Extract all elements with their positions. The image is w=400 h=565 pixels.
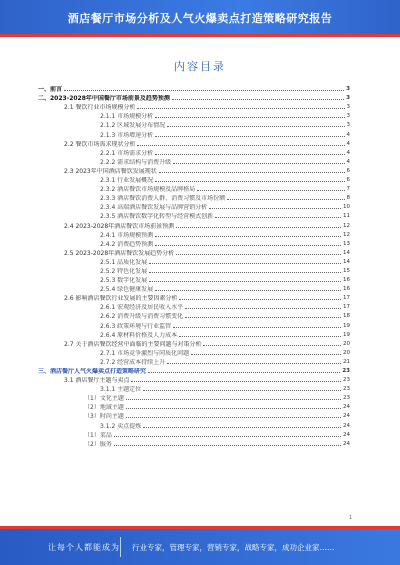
toc-entry-page: 16 [343, 277, 350, 284]
toc-entry-page: 17 [343, 295, 350, 302]
toc-leader-dots [149, 281, 341, 282]
toc-entry-page: 20 [343, 340, 350, 347]
toc-entry-label: 2.1.1 市场规模分析 [100, 113, 154, 121]
toc-entry[interactable] [38, 348, 350, 357]
toc-entry-label: 2.6.1 宏观经济及居民收入水平 [100, 304, 184, 312]
toc-entry[interactable] [38, 275, 350, 284]
toc-entry-page: 6 [346, 167, 350, 174]
toc-entry[interactable] [38, 248, 350, 257]
toc-entry-label: 2.5 2023-2028年酒店餐饮发展趋势分析 [64, 249, 175, 257]
toc-entry-label: 2.5.4 绿色健康发展 [100, 286, 154, 294]
toc-entry-page: 15 [343, 267, 350, 274]
toc-leader-dots [191, 354, 341, 355]
page-number: 1 [348, 515, 352, 521]
toc-entry-page: 19 [343, 322, 350, 329]
toc-leader-dots [227, 199, 344, 200]
toc-entry-label: （1）文化主题 [84, 395, 124, 403]
toc-leader-dots [143, 427, 341, 428]
toc-leader-dots [126, 408, 341, 409]
toc-entry[interactable] [38, 411, 350, 420]
toc-entry-label: 2.6.4 原材料价格及人力成本 [100, 331, 178, 339]
toc-entry-page: 24 [343, 431, 350, 438]
toc-entry-label: 2.4 2023-2028年酒店餐饮市场前景预测 [64, 222, 175, 230]
toc-entry[interactable] [38, 166, 350, 175]
toc-entry-page: 12 [343, 222, 350, 229]
toc-entry-label: 2.7.2 经营成本持续上升 [100, 358, 166, 366]
toc-entry[interactable] [38, 202, 350, 211]
toc-entry[interactable] [38, 257, 350, 266]
toc-entry-page: 3 [346, 113, 350, 120]
toc-leader-dots [209, 208, 341, 209]
toc-entry[interactable] [38, 111, 350, 120]
toc-entry[interactable] [38, 184, 350, 193]
header-accent-line [0, 34, 400, 37]
toc-entry-page: 4 [346, 131, 350, 138]
toc-entry[interactable] [38, 175, 350, 184]
toc-leader-dots [155, 290, 341, 291]
toc-entry[interactable] [38, 230, 350, 239]
toc-entry-page: 13 [343, 240, 350, 247]
toc-leader-dots [114, 445, 341, 446]
toc-entry-page: 19 [343, 331, 350, 338]
toc-entry-page: 20 [343, 349, 350, 356]
toc-entry-label: 2.7 关于酒店餐饮经营中面临的主要问题与对策分析 [64, 340, 202, 348]
toc-entry-page: 23 [343, 395, 350, 402]
toc-entry[interactable] [38, 193, 350, 202]
toc-entry-page: 21 [343, 358, 350, 365]
toc-leader-dots [155, 236, 341, 237]
toc-entry[interactable] [38, 284, 350, 293]
toc-leader-dots [173, 163, 344, 164]
toc-leader-dots [179, 299, 341, 300]
report-title: 酒店餐厅市场分析及人气火爆卖点打造策略研究报告 [67, 12, 333, 25]
toc-entry-label: 2.2.2 需求结构与消费升级 [100, 158, 172, 166]
toc-leader-dots [137, 108, 344, 109]
toc-entry-label: 2.6.3 政策环境与行业监管 [100, 322, 172, 330]
toc-entry-label: 2.1 餐饮行业市场规模分析 [64, 104, 136, 112]
toc-entry-label: 3.1.1 主题定位 [100, 386, 142, 394]
toc-entry-page: 4 [346, 149, 350, 156]
toc-entry-label: 2.3 2023年中国酒店餐饮发展现状 [64, 167, 157, 175]
toc-entry-page: 14 [343, 249, 350, 256]
toc-entry[interactable] [38, 120, 350, 129]
toc-entry-page: 24 [343, 440, 350, 447]
toc-entry[interactable] [38, 320, 350, 329]
toc-entry-label: 2.5.3 数字化发展 [100, 277, 148, 285]
toc-entry-page: 3 [346, 86, 350, 93]
toc-entry[interactable] [38, 93, 350, 102]
toc-leader-dots [143, 390, 341, 391]
toc-leader-dots [155, 117, 344, 118]
toc-entry-page: 10 [343, 204, 350, 211]
toc-entry-label: 2.3.1 行业发展概况 [100, 177, 154, 185]
toc-entry[interactable] [38, 393, 350, 402]
toc-entry-label: 3.1.2 卖点提炼 [100, 422, 142, 430]
toc-entry-page: 6 [346, 177, 350, 184]
footer-divider [120, 537, 121, 557]
toc-entry-label: 2.7.1 市场竞争激烈与同质化问题 [100, 349, 190, 357]
toc-entry-page: 24 [343, 413, 350, 420]
toc-leader-dots [155, 136, 344, 137]
toc-leader-dots [149, 272, 341, 273]
toc-entry-page: 23 [343, 377, 350, 384]
toc-entry-label: 2.2 餐饮市场需求现状分析 [64, 140, 136, 148]
toc-entry-page: 8 [346, 195, 350, 202]
toc-heading: 内容目录 [174, 60, 226, 73]
toc-leader-dots [203, 345, 341, 346]
toc-entry-page: 4 [346, 158, 350, 165]
toc-entry-label: 一、前言 [38, 86, 63, 94]
toc-entry[interactable] [38, 220, 350, 229]
toc-entry-label: （3）时尚主题 [84, 413, 124, 421]
toc-entry[interactable] [38, 311, 350, 320]
toc-entry[interactable] [38, 302, 350, 311]
toc-entry[interactable] [38, 102, 350, 111]
toc-entry[interactable] [38, 293, 350, 302]
toc-entry-label: 2.3.3 酒店餐饮消费人群、消费习惯及市场份额 [100, 195, 226, 203]
footer-band [0, 529, 400, 565]
toc-leader-dots [173, 327, 341, 328]
toc-entry-label: 2.3.4 高端酒店餐饮发展与品牌营销分析 [100, 204, 208, 212]
toc-entry-page: 17 [343, 304, 350, 311]
toc-entry-page: 11 [343, 213, 350, 220]
toc-entry-label: 2.3.5 酒店餐饮数字化转型与经营模式创新 [100, 213, 214, 221]
toc-entry-page: 3 [346, 104, 350, 111]
toc-leader-dots [159, 172, 345, 173]
toc-entry-label: 2.3.2 酒店餐饮市场规模及品牌格局 [100, 186, 196, 194]
toc-entry-page: 24 [343, 422, 350, 429]
toc-entry[interactable] [38, 266, 350, 275]
header-band [0, 0, 400, 34]
toc-entry-label: 2.1.2 区域发展分布情况 [100, 122, 166, 130]
toc-entry-label: 2.4.1 市场规模预测 [100, 231, 154, 239]
toc-leader-dots [131, 381, 341, 382]
toc-leader-dots [149, 263, 341, 264]
toc-entry-page: 24 [343, 404, 350, 411]
toc-leader-dots [167, 363, 341, 364]
toc-entry[interactable] [38, 330, 350, 339]
toc-entry-page: 18 [343, 313, 350, 320]
toc-leader-dots [126, 417, 341, 418]
toc-entry-label: （2）服务 [84, 440, 112, 448]
toc-leader-dots [176, 254, 341, 255]
toc-leader-dots [185, 317, 341, 318]
toc-entry-label: 3.1 酒店餐厅主题与卖点 [64, 377, 130, 385]
toc-leader-dots [155, 245, 341, 246]
toc-entry-page: 3 [346, 95, 350, 102]
toc-entry[interactable] [38, 157, 350, 166]
toc-entry[interactable] [38, 129, 350, 138]
toc-entry[interactable] [38, 402, 350, 411]
toc-entry-page: 16 [343, 286, 350, 293]
toc-entry[interactable] [38, 366, 350, 375]
toc-entry[interactable] [38, 239, 350, 248]
toc-entry[interactable] [38, 439, 350, 448]
toc-leader-dots [197, 190, 344, 191]
toc-entry[interactable] [38, 384, 350, 393]
toc-entry[interactable] [38, 148, 350, 157]
toc-leader-dots [64, 90, 344, 91]
toc-entry-page: 23 [343, 386, 350, 393]
toc-entry-label: 二、2023-2028年中国餐厅市场前景及趋势预测 [38, 95, 170, 103]
toc-leader-dots [185, 308, 341, 309]
toc-leader-dots [155, 181, 344, 182]
toc-entry-label: 2.1.3 市场增速分析 [100, 131, 154, 139]
toc-leader-dots [167, 126, 344, 127]
toc-entry-label: 2.6.2 消费升级与消费习惯变化 [100, 313, 184, 321]
toc-entry-page: 4 [346, 140, 350, 147]
toc-entry[interactable] [38, 84, 350, 93]
toc-entry-page: 7 [346, 186, 350, 193]
toc-leader-dots [126, 399, 341, 400]
toc-entry-label: （2）地域主题 [84, 404, 124, 412]
toc-entry[interactable] [38, 211, 350, 220]
toc-leader-dots [114, 436, 341, 437]
toc-entry-label: 2.2.1 市场需求分析 [100, 149, 154, 157]
toc-entry[interactable] [38, 420, 350, 429]
toc-entry[interactable] [38, 357, 350, 366]
table-of-contents [38, 84, 350, 448]
toc-leader-dots [172, 99, 344, 100]
footer-tagline: 行业专家，管理专家，营销专家，战略专家，成功企业家…… [132, 543, 335, 552]
toc-entry-label: 2.4.2 消费趋势预测 [100, 240, 154, 248]
toc-leader-dots [215, 217, 341, 218]
toc-leader-dots [155, 154, 344, 155]
toc-leader-dots [137, 145, 344, 146]
toc-leader-dots [179, 336, 341, 337]
toc-entry-label: 三、酒店餐厅人气火爆卖点打造策略研究 [38, 368, 147, 375]
toc-entry[interactable] [38, 339, 350, 348]
footer-slogan: 让每个人都能成为 [48, 543, 120, 552]
toc-entry-label: 2.6 影响酒店餐饮行业发展的主要因素分析 [64, 295, 178, 303]
toc-entry-page: 3 [346, 122, 350, 129]
toc-entry-page: 23 [342, 368, 350, 374]
toc-leader-dots [176, 227, 341, 228]
toc-leader-dots [148, 372, 340, 373]
toc-entry[interactable] [38, 430, 350, 439]
toc-entry-label: 2.5.1 品质化发展 [100, 258, 148, 266]
toc-entry[interactable] [38, 375, 350, 384]
toc-entry-page: 12 [343, 231, 350, 238]
toc-entry-page: 14 [343, 258, 350, 265]
toc-entry-label: （1）菜品 [84, 431, 112, 439]
toc-entry[interactable] [38, 139, 350, 148]
toc-entry-label: 2.5.2 特色化发展 [100, 267, 148, 275]
